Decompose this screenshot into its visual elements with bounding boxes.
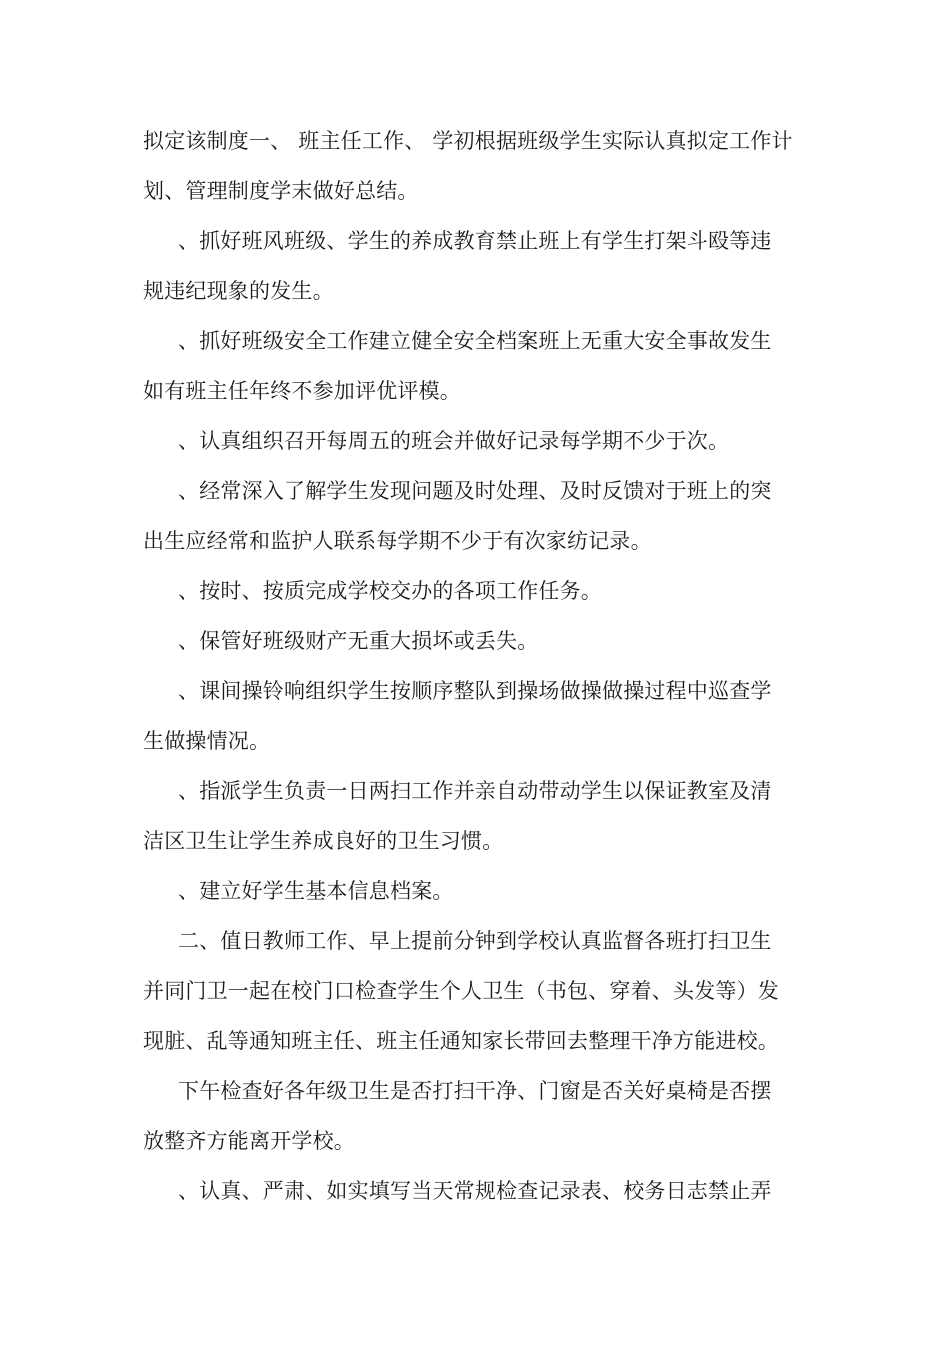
paragraph-12	[143, 1066, 803, 1166]
text-line: 、指派学生负责一日两扫工作并亲自动带动学生以保证教室及清	[178, 779, 772, 803]
text-line: 拟定该制度一、 班主任工作、 学初根据班级学生实际认真拟定工作计	[143, 129, 793, 153]
paragraph-10	[143, 866, 803, 916]
text-line: 、抓好班风班级、学生的养成教育禁止班上有学生打架斗殴等违	[178, 229, 772, 253]
text-line: 、建立好学生基本信息档案。	[178, 879, 454, 903]
text-line: 如有班主任年终不参加评优评模。	[143, 379, 461, 403]
paragraph-11	[143, 916, 803, 1066]
text-line: 、课间操铃响组织学生按顺序整队到操场做操做操过程中巡查学	[178, 679, 772, 703]
paragraph-13	[143, 1166, 803, 1216]
text-line: 、按时、按质完成学校交办的各项工作任务。	[178, 579, 602, 603]
paragraph-6	[143, 566, 803, 616]
paragraph-8	[143, 666, 803, 766]
text-line: 、抓好班级安全工作建立健全安全档案班上无重大安全事故发生	[178, 329, 772, 353]
text-line: 放整齐方能离开学校。	[143, 1129, 355, 1153]
paragraph-5	[143, 466, 803, 566]
text-line: 、认真组织召开每周五的班会并做好记录每学期不少于次。	[178, 429, 730, 453]
text-line: 二、值日教师工作、早上提前分钟到学校认真监督各班打扫卫生	[178, 929, 772, 953]
text-line: 规违纪现象的发生。	[143, 279, 334, 303]
paragraph-7	[143, 616, 803, 666]
paragraph-2	[143, 216, 803, 316]
text-line: 、认真、严肃、如实填写当天常规检查记录表、校务日志禁止弄	[178, 1179, 772, 1203]
text-line: 并同门卫一起在校门口检查学生个人卫生（书包、穿着、头发等）发	[143, 979, 779, 1003]
paragraph-9	[143, 766, 803, 866]
text-line: 洁区卫生让学生养成良好的卫生习惯。	[143, 829, 504, 853]
paragraph-3	[143, 316, 803, 416]
text-line: 出生应经常和监护人联系每学期不少于有次家纺记录。	[143, 529, 652, 553]
text-line: 、保管好班级财产无重大损坏或丢失。	[178, 629, 539, 653]
text-line: 现脏、乱等通知班主任、班主任通知家长带回去整理干净方能进校。	[143, 1029, 779, 1053]
text-line: 下午检查好各年级卫生是否打扫干净、门窗是否关好桌椅是否摆	[178, 1079, 772, 1103]
paragraph-4	[143, 416, 803, 466]
text-line: 划、管理制度学末做好总结。	[143, 179, 419, 203]
text-line: 、经常深入了解学生发现问题及时处理、及时反馈对于班上的突	[178, 479, 772, 503]
paragraph-1	[143, 116, 803, 216]
text-line: 生做操情况。	[143, 729, 271, 753]
